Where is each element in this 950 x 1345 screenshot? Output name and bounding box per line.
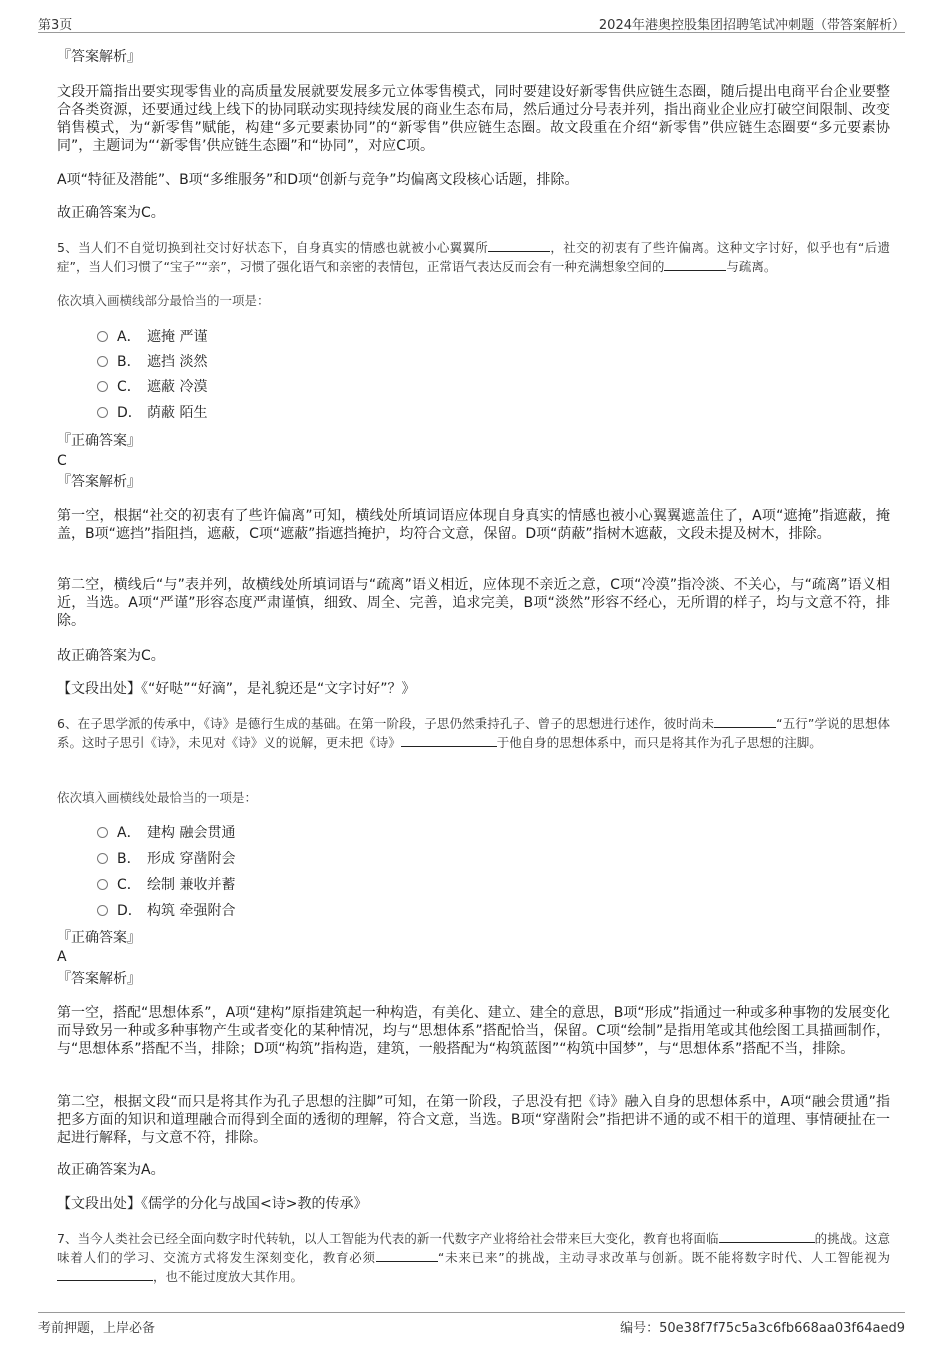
radio-icon[interactable] [97,381,108,392]
radio-icon[interactable] [97,356,108,367]
page-footer [38,1312,905,1337]
radio-icon[interactable] [97,407,108,418]
prev-analysis-label: 『答案解析』 [57,49,141,65]
code-label: 编号： [620,1321,660,1336]
q6-answer: A [57,949,67,965]
q6-option-c[interactable]: C． 绘制 兼收并蓄 [97,876,235,894]
q6-option-a[interactable]: A． 建构 融会贯通 [97,824,235,842]
code-value: 50e38f7f75c5a3c6fb668aa03f64aed9 [659,1321,905,1336]
q5-analysis-label: 『答案解析』 [57,474,141,490]
q5-analysis-para-1: 第一空，根据“社交的初衷有了些许偏离”可知，横线处所填词语应体现自身真实的情感也被小心翼翼遮盖住了，A项“遮掩”指遮蔽，掩盖，B项“遮挡”指阻挡，遮蔽，C项“遮蔽”指遮挡掩护，均符合文意，保留。D项“荫蔽”指树木遮蔽，文段未提及树木，排除。 [57,508,890,542]
page-number: 第3页 [38,18,73,33]
q6-option-b[interactable]: B． 形成 穿凿附会 [97,850,235,868]
q6-answer-line: 故正确答案为A。 [57,1162,165,1178]
radio-icon[interactable] [97,879,108,890]
q5-answer: C [57,453,67,469]
prev-analysis-para-1: 文段开篇指出要实现零售业的高质量发展就要发展多元立体零售模式，同时要建设好新零售供应链生态圈，随后提出电商平台企业要整合各类资源，还要通过线上线下的协同联动实现持续发展的商业生态布局，然后通过分号表并列，指出商业企业应打破空间限制、改变销售模式，为“新零售”赋能，构建“多元要素协同”的“新零售”供应链生态圈。故文段重在介绍“新零售”供应链生态圈要“多元要素协同”，主题词为“‘新零售’供应链生态圈”和“协同”，对应C项。 [57,84,890,154]
q5-source: 【文段出处】《“好哒”“好滴”，是礼貌还是“文字讨好”？》 [57,681,416,697]
blank-1[interactable] [719,1229,815,1243]
radio-icon[interactable] [97,331,108,342]
question-7-text: 7、当今人类社会已经全面向数字时代转轨，以人工智能为代表的新一代数字产业将给社会带来巨大变化，教育也将面临 的挑战。这意味着人们的学习、交流方式将发生深刻变化，教育必须 “未来已来”的挑战，主动寻求改革与创新。既不能将数字时代、人工智能视为，也不能过度放大其作用。 [57,1231,890,1284]
q5-option-d[interactable]: D． 荫蔽 陌生 [97,404,207,422]
question-6-prompt: 依次填入画横线处最恰当的一项是： [57,790,258,805]
blank-1[interactable] [714,714,776,728]
footer-slogan: 考前押题，上岸必备 [38,1321,156,1336]
q6-analysis-para-2: 第二空，根据文段“而只是将其作为孔子思想的注脚”可知，在第一阶段，子思没有把《诗》融入自身的思想体系中，A项“融会贯通”指把多方面的知识和道理融合而得到全面的透彻的理解，符合文意，当选。B项“穿凿附会”指把讲不通的或不相干的道理、事情硬扯在一起进行解释，与文意不符，排除。 [57,1094,890,1146]
blank-2[interactable] [376,1248,438,1262]
q6-source: 【文段出处】《儒学的分化与战国<诗>教的传承》 [57,1196,368,1212]
blank-3[interactable] [57,1267,153,1281]
radio-icon[interactable] [97,827,108,838]
question-5-text: 5、当人们不自觉切换到社交讨好状态下，自身真实的情感也就被小心翼翼所 ，社交的初衷有了些许偏离。这种文字讨好，似乎也有“后遗症”，当人们习惯了“宝子”“亲”，习惯了强化语气和亲密的表情包，正常语气表达反而会有一种充满想象空间的 与疏离。 [57,240,890,274]
radio-icon[interactable] [97,905,108,916]
blank-2[interactable] [401,733,497,747]
q6-analysis-label: 『答案解析』 [57,971,141,987]
q5-analysis-para-2: 第二空，横线后“与”表并列，故横线处所填词语与“疏离”语义相近，应体现不亲近之意，C项“冷漠”指冷淡、不关心，与“疏离”语义相近，当选。A项“严谨”形容态度严肃谨慎，细致、周全、完善，追求完美，B项“淡然”形容不经心，无所谓的样子，均与文意不符，排除。 [57,577,890,629]
q5-answer-label: 『正确答案』 [57,433,141,449]
blank-2[interactable] [664,257,726,271]
blank-1[interactable] [488,238,550,252]
q6-option-d[interactable]: D． 构筑 牵强附合 [97,902,235,920]
radio-icon[interactable] [97,853,108,864]
q5-option-a[interactable]: A． 遮掩 严谨 [97,328,207,346]
question-6-text: 6、在子思学派的传承中，《诗》是德行生成的基础。在第一阶段，子思仍然秉持孔子、曾子的思想进行述作，彼时尚未 “五行”学说的思想体系。这时子思引《诗》，未见对《诗》义的说解，更未把《诗》 于他自身的思想体系中，而只是将其作为孔子思想的注脚。 [57,716,890,750]
q6-analysis-para-1: 第一空，搭配“思想体系”，A项“建构”原指建筑起一种构造，有美化、建立、建全的意思，B项“形成”指通过一种或多种事物的发展变化而导致另一种或多种事物产生或者变化的某种情况，均与“思想体系”搭配恰当，保留。C项“绘制”是指用笔或其他绘图工具描画制作，与“思想体系”搭配不当，排除；D项“构筑”指构造，建筑，一般搭配为“构筑蓝图”“构筑中国梦”，与“思想体系”搭配不当，排除。 [57,1005,890,1057]
page-header [38,10,905,33]
question-5-prompt: 依次填入画横线部分最恰当的一项是： [57,293,270,308]
document-title: 2024年港奥控股集团招聘笔试冲刺题（带答案解析） [598,18,905,33]
q6-answer-label: 『正确答案』 [57,930,141,946]
q5-option-b[interactable]: B． 遮挡 淡然 [97,353,207,371]
prev-analysis-para-2: A项“特征及潜能”、B项“多维服务”和D项“创新与竞争”均偏离文段核心话题，排除。 [57,172,579,188]
q5-option-c[interactable]: C． 遮蔽 冷漠 [97,378,207,396]
prev-answer-line: 故正确答案为C。 [57,205,165,221]
q5-answer-line: 故正确答案为C。 [57,648,165,664]
document-code [620,1317,905,1336]
